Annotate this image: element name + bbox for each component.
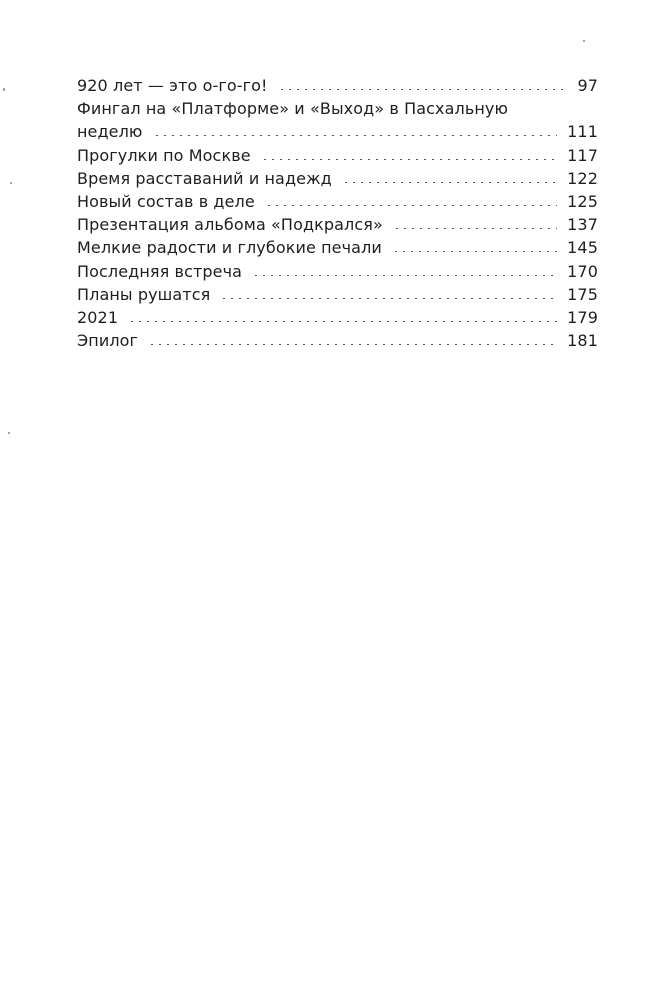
- toc-entry-title-line-1: Фингал на «Платформе» и «Выход» в Пасхальную: [77, 99, 509, 119]
- toc-entry[interactable]: [77, 260, 598, 283]
- dot-leader: [153, 135, 558, 136]
- toc-entry-page: 170: [567, 261, 598, 281]
- toc-entry-page: 117: [567, 145, 598, 165]
- toc-entry-title-line-2: неделю: [77, 122, 143, 142]
- toc-entry[interactable]: [77, 306, 598, 329]
- scan-speck: [10, 182, 12, 184]
- toc-entry-page: 175: [567, 284, 598, 304]
- toc-entry-page: 181: [567, 331, 598, 351]
- toc-entry-page: 137: [567, 215, 598, 235]
- table-of-contents: [77, 74, 598, 352]
- dot-leader: [220, 298, 557, 299]
- toc-entry-title: Последняя встреча: [77, 261, 243, 281]
- toc-entry[interactable]: [77, 97, 598, 143]
- toc-entry-title: Время расставаний и надежд: [77, 168, 332, 188]
- toc-entry-page: 179: [567, 307, 598, 327]
- toc-entry[interactable]: [77, 144, 598, 167]
- toc-entry-title: Прогулки по Москве: [77, 145, 251, 165]
- dot-leader: [265, 205, 557, 206]
- toc-entry[interactable]: [77, 167, 598, 190]
- toc-entry-title: Новый состав в деле: [77, 191, 255, 211]
- toc-entry-page: 125: [567, 191, 598, 211]
- toc-entry[interactable]: [77, 329, 598, 352]
- scan-speck: [583, 40, 585, 42]
- dot-leader: [128, 321, 557, 322]
- toc-entry-page: 111: [567, 122, 598, 142]
- toc-entry-page: 122: [567, 168, 598, 188]
- toc-entry[interactable]: [77, 213, 598, 236]
- toc-entry[interactable]: [77, 236, 598, 259]
- dot-leader: [392, 251, 557, 252]
- toc-entry-title: Планы рушатся: [77, 284, 211, 304]
- toc-entry[interactable]: [77, 190, 598, 213]
- dot-leader: [393, 228, 557, 229]
- dot-leader: [261, 159, 557, 160]
- dot-leader: [252, 275, 557, 276]
- toc-entry-title: Мелкие радости и глубокие печали: [77, 238, 382, 258]
- toc-entry-title: 920 лет — это о-го-го!: [77, 76, 268, 95]
- toc-entry-title: Презентация альбома «Подкрался»: [77, 215, 383, 235]
- scan-speck: [3, 88, 5, 91]
- dot-leader: [342, 182, 557, 183]
- dot-leader: [278, 89, 564, 90]
- toc-entry-page: 145: [567, 238, 598, 258]
- toc-entry-title: 2021: [77, 307, 119, 327]
- scan-speck: [8, 432, 10, 434]
- toc-entry[interactable]: [77, 74, 598, 97]
- toc-entry-title: Эпилог: [77, 331, 139, 351]
- dot-leader: [148, 344, 557, 345]
- toc-entry[interactable]: [77, 283, 598, 306]
- toc-entry-page: 97: [577, 76, 598, 95]
